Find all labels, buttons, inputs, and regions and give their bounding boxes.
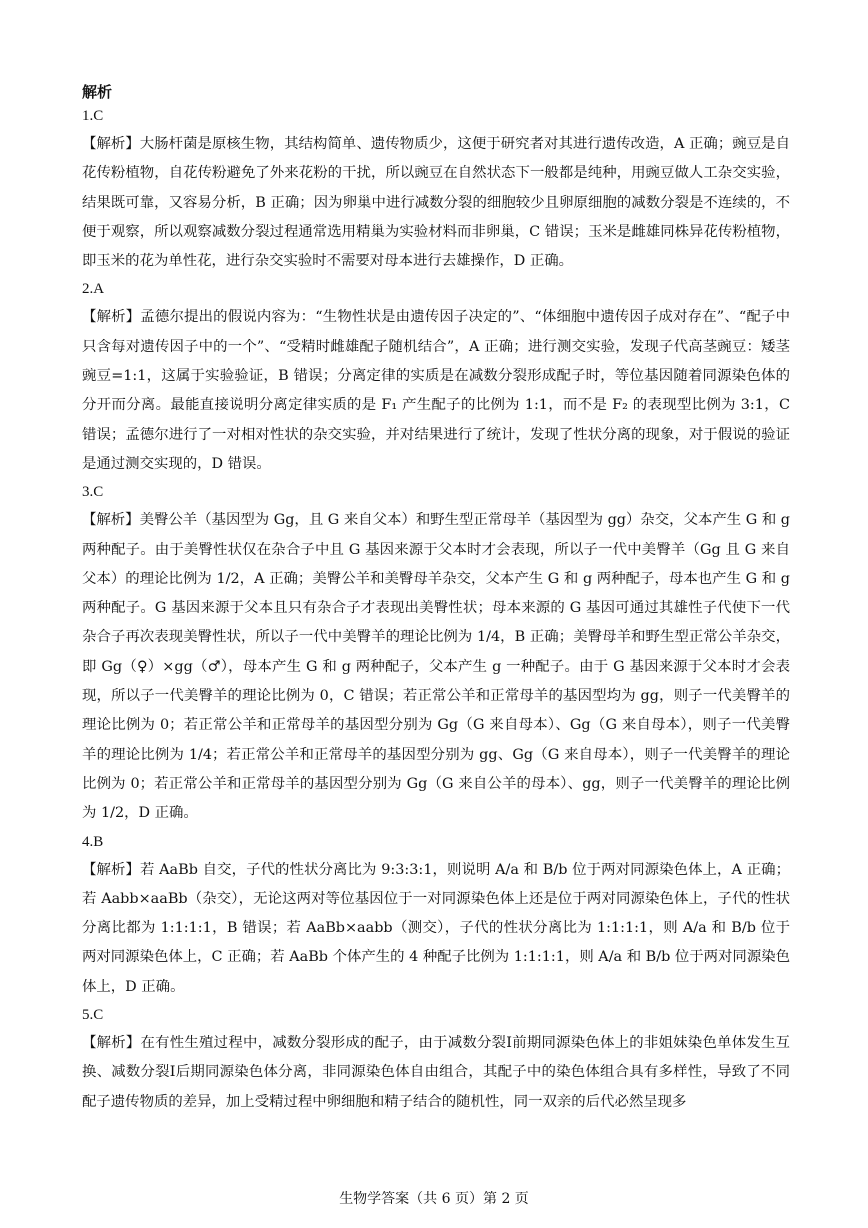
question-explanation: 【解析】孟德尔提出的假说内容为：“生物性状是由遗传因子决定的”、“体细胞中遗传因子成对存在”、“配子中只含每对遗传因子中的一个”、“受精时雌雄配子随机结合”，A 正确；进行测交实验，发现子代高茎豌豆：矮茎豌豆=1:1，这属于实验验证，B 错误；分离定律的实质是在减数分裂形成配子时，等位基因随着同源染色体的分开而分离。最能直接说明分离定律实质的是 F₁ 产生配子的比例为 1:1，而不是 F₂ 的表现型比例为 3:1，C 错误；孟德尔进行了一对相对性状的杂交实验，并对结果进行了统计，发现了性状分离的现象，对于假说的验证是通过测交实现的，D 错误。: [82, 309, 790, 472]
question-number: 5.C: [82, 1007, 104, 1024]
question-number: 4.B: [82, 833, 104, 850]
answer-content: [82, 82, 790, 1120]
question-number: 2.A: [82, 281, 105, 298]
question-number: 3.C: [82, 484, 104, 501]
question-explanation: 【解析】在有性生殖过程中，减数分裂形成的配子，由于减数分裂Ⅰ前期同源染色体上的非姐妹染色单体发生互换、减数分裂Ⅰ后期同源染色体分离，非同源染色体自由组合，其配子中的染色体组合具有多样性，导致了不同配子遗传物质的差异，加上受精过程中卵细胞和精子结合的随机性，同一双亲的后代必然呈现多: [82, 1035, 790, 1110]
question-explanation: 【解析】美臀公羊（基因型为 Gg，且 G 来自父本）和野生型正常母羊（基因型为 gg）杂交，父本产生 G 和 g 两种配子。由于美臀性状仅在杂合子中且 G 基因来源于父本时才会表现，所以子一代中美臀羊（Gg 且 G 来自父本）的理论比例为 1/2，A 正确；美臀公羊和美臀母羊杂交，父本产生 G 和 g 两种配子，母本也产生 G 和 g 两种配子。G 基因来源于父本且只有杂合子才表现出美臀性状；母本来源的 G 基因可通过其雄性子代使下一代杂合子再次表现美臀性状，所以子一代中美臀羊的理论比例为 1/4，B 正确；美臀母羊和野生型正常公羊杂交，即 Gg（♀）×gg（♂），母本产生 G 和 g 两种配子，父本产生 g 一种配子。由于 G 基因来源于父本时才会表现，所以子一代美臀羊的理论比例为 0，C 错误；若正常公羊和正常母羊的基因型均为 gg，则子一代美臀羊的理论比例为 0；若正常公羊和正常母羊的基因型分别为 Gg（G 来自母本）、Gg（G 来自母本），则子一代美臀羊的理论比例为 1/4；若正常公羊和正常母羊的基因型分别为 gg、Gg（G 来自母本），则子一代美臀羊的理论比例为 0；若正常公羊和正常母羊的基因型分别为 Gg（G 来自公羊的母本）、gg，则子一代美臀羊的理论比例为 1/2，D 正确。: [82, 512, 790, 822]
question-explanation: 【解析】大肠杆菌是原核生物，其结构简单、遗传物质少，这便于研究者对其进行遗传改造，A 正确；豌豆是自花传粉植物，自花传粉避免了外来花粉的干扰，所以豌豆在自然状态下一般都是纯种，用豌豆做人工杂交实验，结果既可靠，又容易分析，B 正确；因为卵巢中进行减数分裂的细胞较少且卵原细胞的减数分裂是不连续的，不便于观察，所以观察减数分裂过程通常选用精巢为实验材料而非卵巢，C 错误；玉米是雌雄同株异花传粉植物，即玉米的花为单性花，进行杂交实验时不需要对母本进行去雄操作，D 正确。: [82, 136, 790, 270]
question-number: 1.C: [82, 108, 104, 124]
question-explanation: 【解析】若 AaBb 自交，子代的性状分离比为 9:3:3:1，则说明 A/a 和 B/b 位于两对同源染色体上，A 正确；若 Aabb×aaBb（杂交），无论这两对等位基因位于一对同源染色体上还是位于两对同源染色体上，子代的性状分离比都为 1:1:1:1，B 错误；若 AaBb×aabb（测交），子代的性状分离比为 1:1:1:1，则 A/a 和 B/b 位于两对同源染色体上，C 正确；若 AaBb 个体产生的 4 种配子比例为 1:1:1:1，则 A/a 和 B/b 位于两对同源染色体上，D 正确。: [82, 861, 790, 995]
section-heading: 解析: [82, 83, 113, 101]
page-footer: 生物学答案（共 6 页）第 2 页: [339, 1191, 529, 1207]
